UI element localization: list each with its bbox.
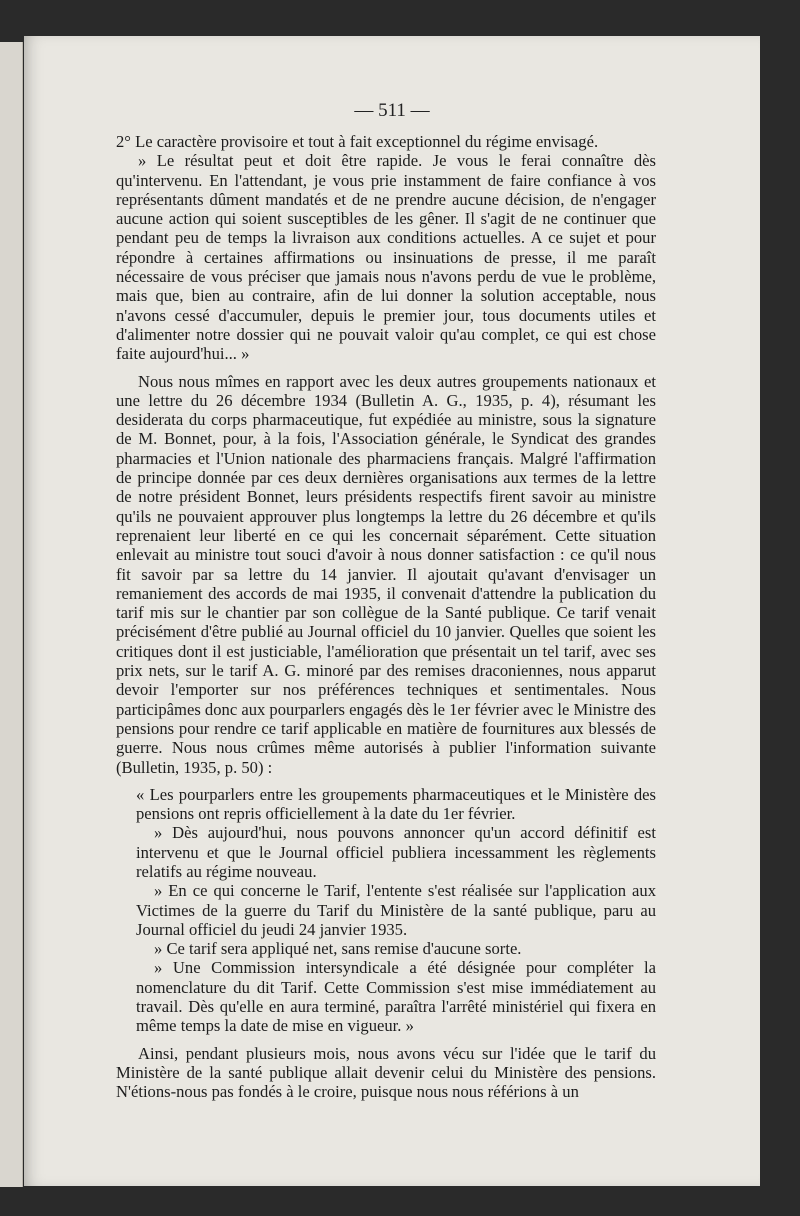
bulletin-quote: » En ce qui concerne le Tarif, l'entente s'est réalisée sur l'application aux Victimes de la guerre du Tarif du Ministère de la santé publique, paru au Journal officiel du jeudi 24 janvier 1935.	[136, 881, 656, 939]
left-page-edge	[0, 42, 23, 1187]
paragraph: Ainsi, pendant plusieurs mois, nous avons vécu sur l'idée que le tarif du Ministère de la santé publique allait devenir celui du Ministère des pensions. N'étions-nous pas fondés à le croire, puisque nous nous référions à un	[116, 1043, 656, 1102]
bulletin-quote: » Dès aujourd'hui, nous pouvons annoncer qu'un accord définitif est intervenu et que le Journal officiel publiera incessamment les règlements relatifs au régime nouveau.	[136, 823, 656, 881]
paragraph: Nous nous mîmes en rapport avec les deux autres groupements nationaux et une lettre du 26 décembre 1934 (Bulletin A. G., 1935, p. 4), résumant les desiderata du corps pharmaceutique, fut expédiée au ministre, sous la signature de M. Bonnet, pour, à la fois, l'Association générale, le Syndicat des grandes pharmacies et l'Union nationale des pharmaciens français. Malgré l'affirmation de principe donnée par ces deux dernières organisations aux termes de la lettre de notre président Bonnet, leurs présidents respectifs firent savoir au ministre qu'ils ne pouvaient approuver plus longtemps la lettre du 26 décembre et qu'ils reprenaient leur liberté en ce qui les concernait séparément. Cette situation enlevait au ministre tout souci d'avoir à nous donner satisfaction : ce qu'il nous fit savoir par sa lettre du 14 janvier. Il ajoutait qu'avant d'envisager un remaniement des accords de mai 1935, il convenait d'attendre la publication du tarif mis sur le chantier par son collègue de la Santé publique. Ce tarif venait précisément d'être publié au Journal officiel du 10 janvier. Quelles que soient les critiques dont il est justiciable, l'amélioration que présentait un tel tarif, avec ses prix nets, sur le tarif A. G. minoré par des remises draconiennes, nous apparut devoir l'emporter sur nos préférences techniques et sentimentales. Nous participâmes donc aux pourparlers engagés dès le 1er février avec le Ministre des pensions pour rendre ce tarif applicable en matière de fournitures aux blessés de guerre. Nous nous crûmes même autorisés à publier l'information suivante (Bulletin, 1935, p. 50) :	[116, 371, 656, 777]
bulletin-quote: « Les pourparlers entre les groupements pharmaceutiques et le Ministère des pensions ont repris officiellement à la date du 1er février.	[136, 784, 656, 824]
document-page	[24, 36, 760, 1186]
quoted-paragraph: » Le résultat peut et doit être rapide. Je vous le ferai connaître dès qu'intervenu. En l'attendant, je vous prie instamment de faire confiance à vos représentants dûment mandatés et de ne prendre aucune décision, de n'engager aucune action qui soient susceptibles de les gêner. Il s'agit de ne continuer que pendant peu de temps la livraison aux conditions actuelles. A ce sujet et pour répondre à certaines affirmations ou insinuations de presse, il me paraît nécessaire de vous préciser que jamais nous n'avons perdu de vue le problème, mais que, bien au contraire, afin de lui donner la solution acceptable, nous n'avons cessé d'accumuler, depuis le premier jour, tous documents utiles et d'alimenter notre dossier qui ne pouvait valoir qu'au complet, ce qui est chose faite aujourd'hui... »	[116, 151, 656, 364]
bulletin-quote: » Une Commission intersyndicale a été désignée pour compléter la nomenclature du dit Tarif. Cette Commission s'est mise immédiatement au travail. Dès qu'elle en aura terminé, paraîtra l'arrêté ministériel qui fixera en même temps la date de mise en vigueur. »	[136, 958, 656, 1036]
numbered-point: 2° Le caractère provisoire et tout à fait exceptionnel du régime envisagé.	[116, 132, 599, 151]
page-number: — 511 —	[354, 100, 430, 121]
body-text	[116, 132, 656, 1102]
bulletin-quote: » Ce tarif sera appliqué net, sans remise d'aucune sorte.	[154, 939, 522, 959]
